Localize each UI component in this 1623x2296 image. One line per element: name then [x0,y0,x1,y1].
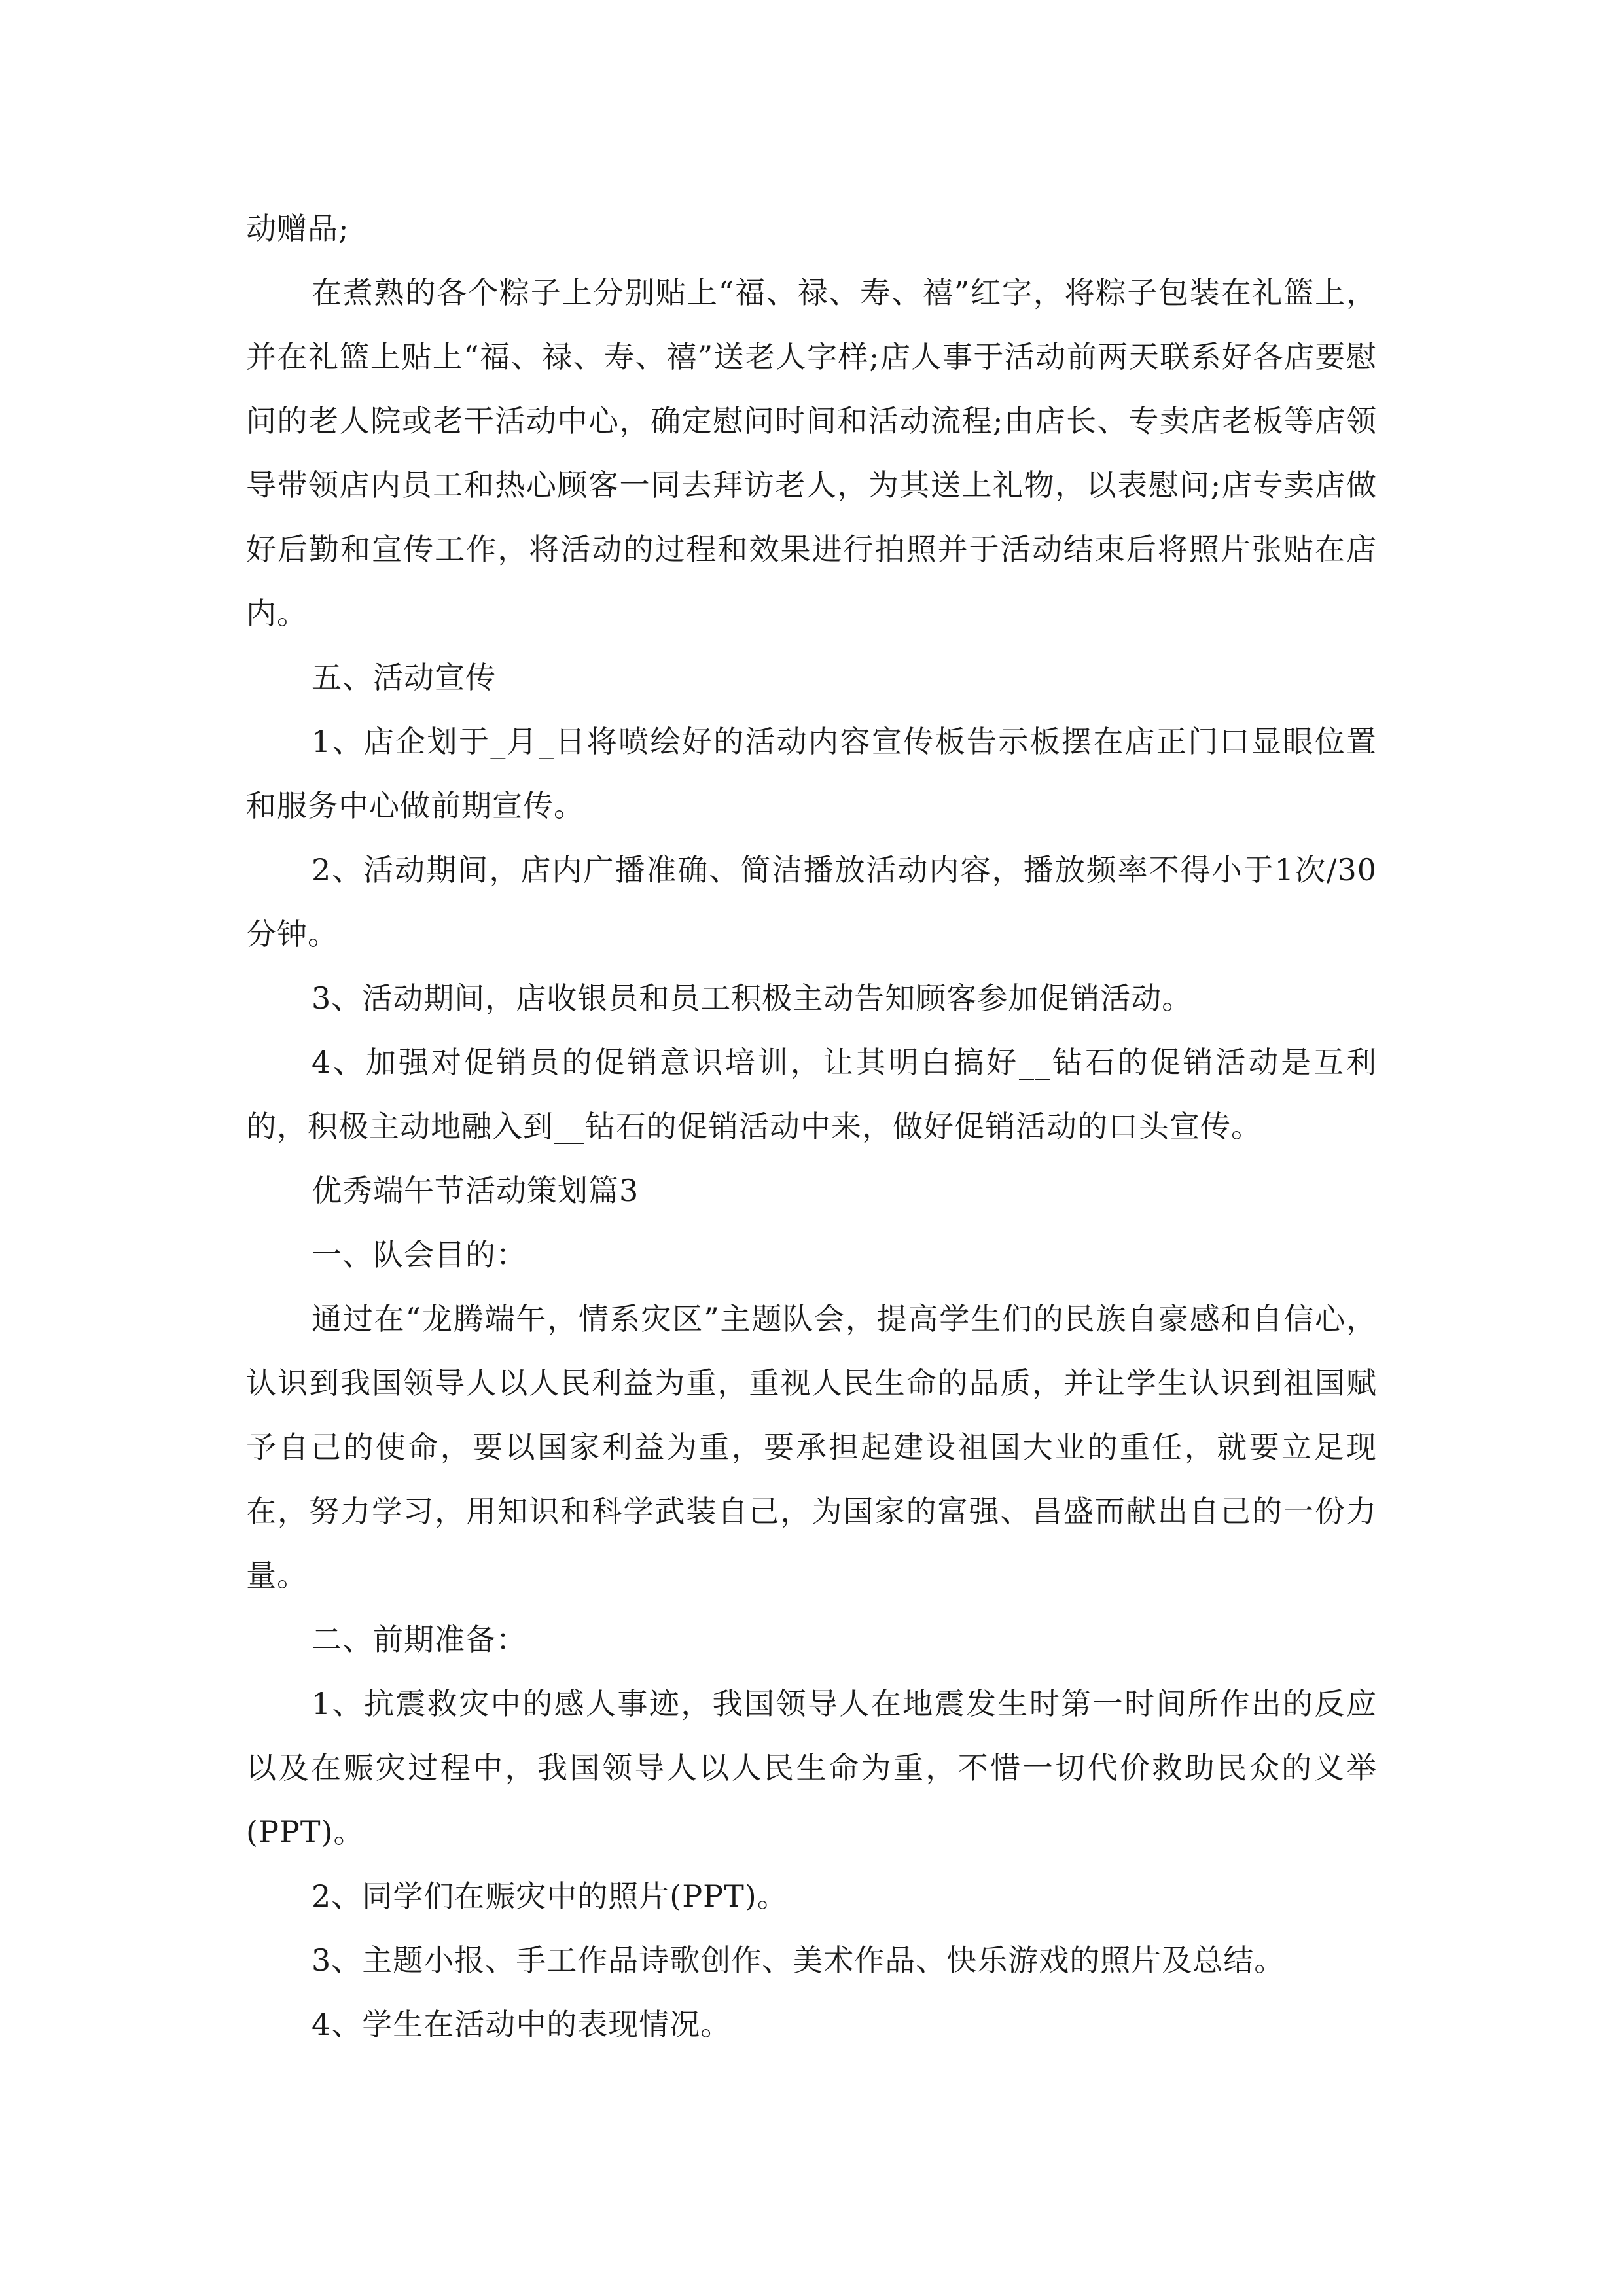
paragraph-purpose: 通过在“龙腾端午，情系灾区”主题队会，提高学生们的民族自豪感和自信心，认识到我国领导人以人民利益为重，重视人民生命的品质，并让学生认识到祖国赋予自己的使命，要以国家利益为重，要承担起建设祖国大业的重任，就要立足现在，努力学习，用知识和科学武装自己，为国家的富强、昌盛而献出自己的一份力量。 [246,1301,1377,1593]
section-heading-preparation: 二、前期准备： [312,1622,527,1657]
list-item-promotion-2: 2、活动期间，店内广播准确、简洁播放活动内容，播放频率不得小于1次/30分钟。 [246,852,1377,952]
section-heading-purpose: 一、队会目的： [312,1237,527,1272]
list-item-preparation-1: 1、抗震救灾中的感人事迹，我国领导人在地震发生时第一时间所作出的反应以及在赈灾过程中，我国领导人以人民生命为重，不惜一切代价救助民众的义举(PPT)。 [246,1686,1377,1850]
list-item-preparation-2: 2、同学们在赈灾中的照片(PPT)。 [312,1878,788,1914]
list-item-promotion-3: 3、活动期间，店收银员和员工积极主动告知顾客参加促销活动。 [312,980,1193,1016]
paragraph-zongzi-gift: 在煮熟的各个粽子上分别贴上“福、禄、寿、禧”红字，将粽子包装在礼篮上，并在礼篮上贴上“福、禄、寿、禧”送老人字样;店人事于活动前两天联系好各店要慰问的老人院或老干活动中心，确定慰问时间和活动流程;由店长、专卖店老板等店领导带领店内员工和热心顾客一同去拜访老人，为其送上礼物，以表慰问;店专卖店做好后勤和宣传工作，将活动的过程和效果进行拍照并于活动结束后将照片张贴在店内。 [246,275,1377,631]
list-item-preparation-3: 3、主题小报、手工作品诗歌创作、美术作品、快乐游戏的照片及总结。 [312,1943,1285,1978]
paragraph-continuation: 动赠品; [246,211,349,246]
list-item-preparation-4: 4、学生在活动中的表现情况。 [312,2007,732,2042]
section-heading-promotion: 五、活动宣传 [312,660,496,695]
document-page [246,196,1377,2056]
list-item-promotion-1: 1、店企划于_月_日将喷绘好的活动内容宣传板告示板摆在店正门口显眼位置和服务中心做前期宣传。 [246,724,1377,823]
article-title-part-3: 优秀端午节活动策划篇3 [312,1173,639,1208]
list-item-promotion-4: 4、加强对促销员的促销意识培训，让其明白搞好__钻石的促销活动是互利的，积极主动地融入到__钻石的促销活动中来，做好促销活动的口头宣传。 [246,1045,1377,1144]
